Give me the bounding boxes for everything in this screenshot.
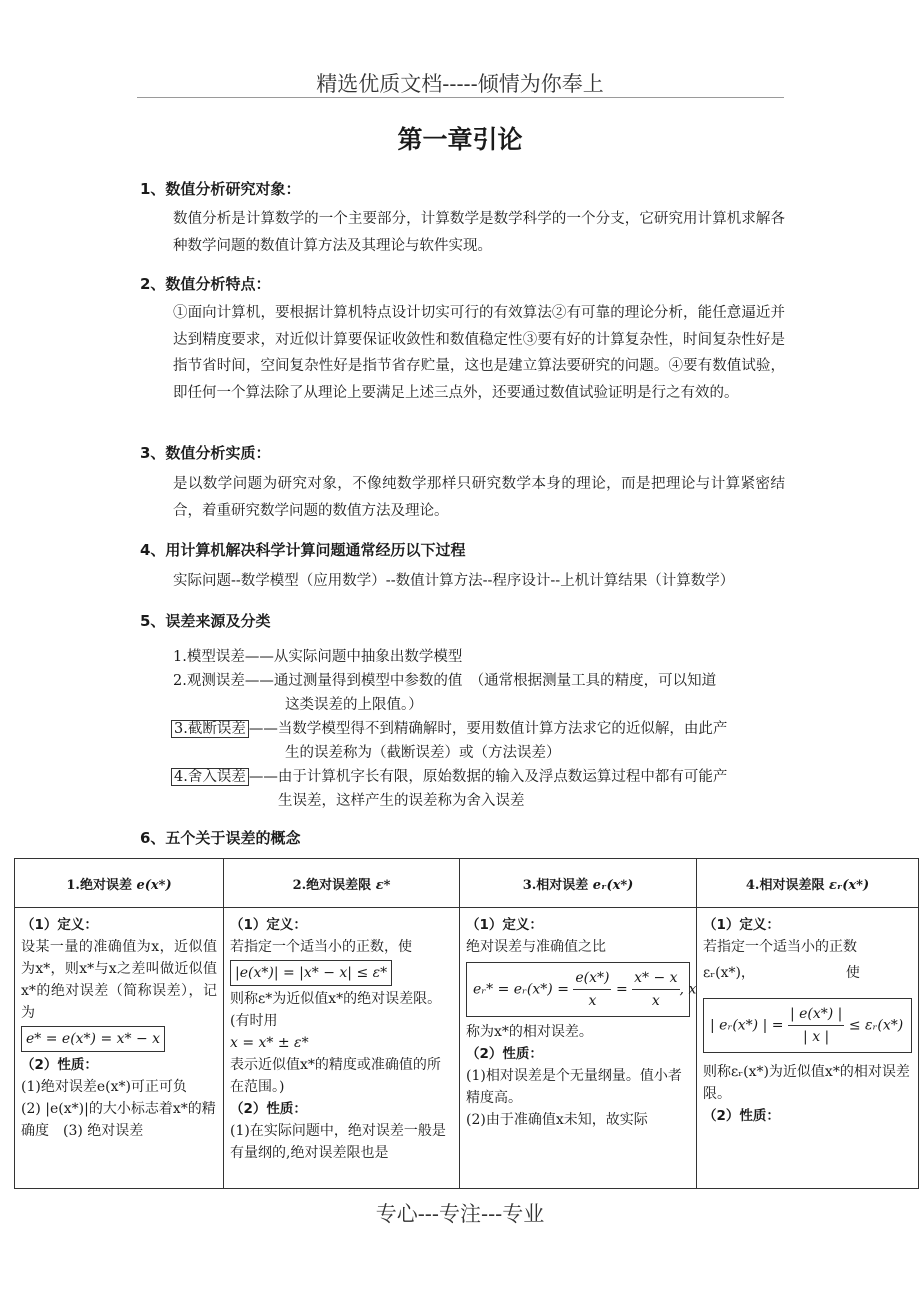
relative-bound-formula: | eᵣ(x*) | = $\frac{| e(x*) |}{| x |}$ ≤ εᵣ(x*) (703, 998, 912, 1053)
truncation-desc: ——当数学模型得不到精确解时，要用数值计算方法求它的近似解，由此产 (248, 721, 728, 737)
header-divider (137, 97, 784, 98)
error-rounding-cont: 生误差，这样产生的误差称为舍入误差 (278, 793, 525, 809)
relative-error-cell (460, 908, 697, 1189)
section-1-heading: 1、数值分析研究对象： (140, 180, 301, 198)
definition-label: （1）定义： (230, 917, 307, 933)
section-2-body: ①面向计算机，要根据计算机特点设计切实可行的有效算法②有可靠的理论分析，能任意逼近并达到精度要求，对近似计算要保证收敛性和数值稳定性③要有好的计算复杂性，时间复杂性好是指节省时间，空间复杂性好是指节省存贮量，这也是建立算法要研究的问题。④要有数值试验，即任何一个算法除了从理论上要满足上述三点外，还要通过数值试验证明是行之有效的。 (173, 305, 785, 401)
rounding-label: 4.舍入误差 (171, 768, 249, 786)
property-label: （2）性质： (21, 1057, 98, 1073)
section-4-body: 实际问题--数学模型（应用数学）--数值计算方法--程序设计--上机计算结果（计算数学） (173, 573, 735, 589)
section-1-body: 数值分析是计算数学的一个主要部分，计算数学是数学科学的一个分支，它研究用计算机求解各种数学问题的数值计算方法及其理论与软件实现。 (173, 211, 785, 254)
header-relative-error: 3.相对误差 eᵣ(x*) (460, 859, 697, 908)
error-observation: 2.观测误差——通过测量得到模型中参数的值 （通常根据测量工具的精度，可以知道 (173, 673, 717, 689)
absolute-bound-formula: |e(x*)| = |x* − x| ≤ ε* (230, 960, 392, 986)
absolute-error-bound-cell (224, 908, 460, 1189)
relative-error-formula: eᵣ* = eᵣ(x*) = $\frac{e(x*)}{x}$ = $\frac{x* - x}{x}$ , x (466, 962, 690, 1017)
header-absolute-error: 1.绝对误差 e(x*) (15, 859, 224, 908)
error-model: 1.模型误差——从实际问题中抽象出数学模型 (173, 649, 463, 665)
absolute-error-cell (15, 908, 224, 1189)
property-label: （2）性质： (466, 1046, 543, 1062)
absolute-error-formula: e* = e(x*) = x* − x (21, 1026, 165, 1052)
absolute-bound-property-1: (1)在实际问题中，绝对误差一般是有量纲的,绝对误差限也是 (230, 1123, 446, 1161)
section-4-heading: 4、用计算机解决科学计算问题通常经历以下过程 (140, 541, 466, 559)
error-rounding (171, 765, 727, 786)
definition-label: （1）定义： (466, 917, 543, 933)
relative-bound-definition: 若指定一个适当小的正数 (703, 939, 857, 955)
error-truncation-cont: 生的误差称为（截断误差）或（方法误差） (285, 745, 561, 761)
header-relative-error-bound: 4.相对误差限 εᵣ(x*) (697, 859, 919, 908)
page-footer: 专心---专注---专业 (375, 1202, 545, 1226)
relative-error-definition: 绝对误差与准确值之比 (466, 939, 606, 955)
section-2-heading: 2、数值分析特点： (140, 275, 271, 293)
definition-label: （1）定义： (21, 917, 98, 933)
absolute-error-property-1: (1)绝对误差e(x*)可正可负 (21, 1079, 187, 1095)
absolute-bound-text-2: 表示近似值x*的精度或准确值的所在范围。) (230, 1057, 441, 1095)
absolute-error-property-2: (2) |e(x*)|的大小标志着x*的精确度 (3) 绝对误差 (21, 1101, 216, 1139)
absolute-bound-text: 则称ε*为近似值x*的绝对误差限。(有时用 (230, 991, 442, 1029)
error-concepts-table (14, 858, 919, 1189)
rounding-desc: ——由于计算机字长有限，原始数据的输入及浮点数运算过程中都有可能产 (248, 769, 728, 785)
section-3-body: 是以数学问题为研究对象，不像纯数学那样只研究数学本身的理论，而是把理论与计算紧密结合，着重研究数学问题的数值方法及理论。 (173, 476, 785, 519)
relative-bound-text: εᵣ(x*)， 使 (703, 965, 860, 981)
error-truncation (171, 717, 727, 738)
relative-error-text: 称为x*的相对误差。 (466, 1024, 593, 1040)
absolute-bound-definition: 若指定一个适当小的正数，使 (230, 939, 412, 955)
chapter-title: 第一章引论 (397, 125, 523, 154)
relative-error-property-2: (2)由于准确值x未知，故实际 (466, 1112, 648, 1128)
property-label: （2）性质： (703, 1108, 780, 1124)
truncation-label: 3.截断误差 (171, 720, 249, 738)
relative-bound-text-2: 则称εᵣ(x*)为近似值x*的相对误差限。 (703, 1064, 910, 1102)
absolute-bound-range-formula: x = x* ± ε* (230, 1035, 309, 1051)
definition-label: （1）定义： (703, 917, 780, 933)
relative-error-property-1: (1)相对误差是个无量纲量。值小者精度高。 (466, 1068, 682, 1106)
error-observation-cont: 这类误差的上限值。） (285, 697, 423, 713)
relative-error-bound-cell (697, 908, 919, 1189)
section-6-heading: 6、五个关于误差的概念 (140, 829, 301, 847)
header-absolute-error-bound: 2.绝对误差限 ε* (224, 859, 460, 908)
page-header: 精选优质文档-----倾情为你奉上 (316, 72, 604, 96)
absolute-error-definition: 设某一量的准确值为x，近似值为x*，则x*与x之差叫做近似值x*的绝对误差（简称误差），记为 (21, 939, 217, 1021)
section-3-heading: 3、数值分析实质： (140, 444, 271, 462)
section-5-heading: 5、误差来源及分类 (140, 612, 271, 630)
property-label: （2）性质： (230, 1101, 307, 1117)
